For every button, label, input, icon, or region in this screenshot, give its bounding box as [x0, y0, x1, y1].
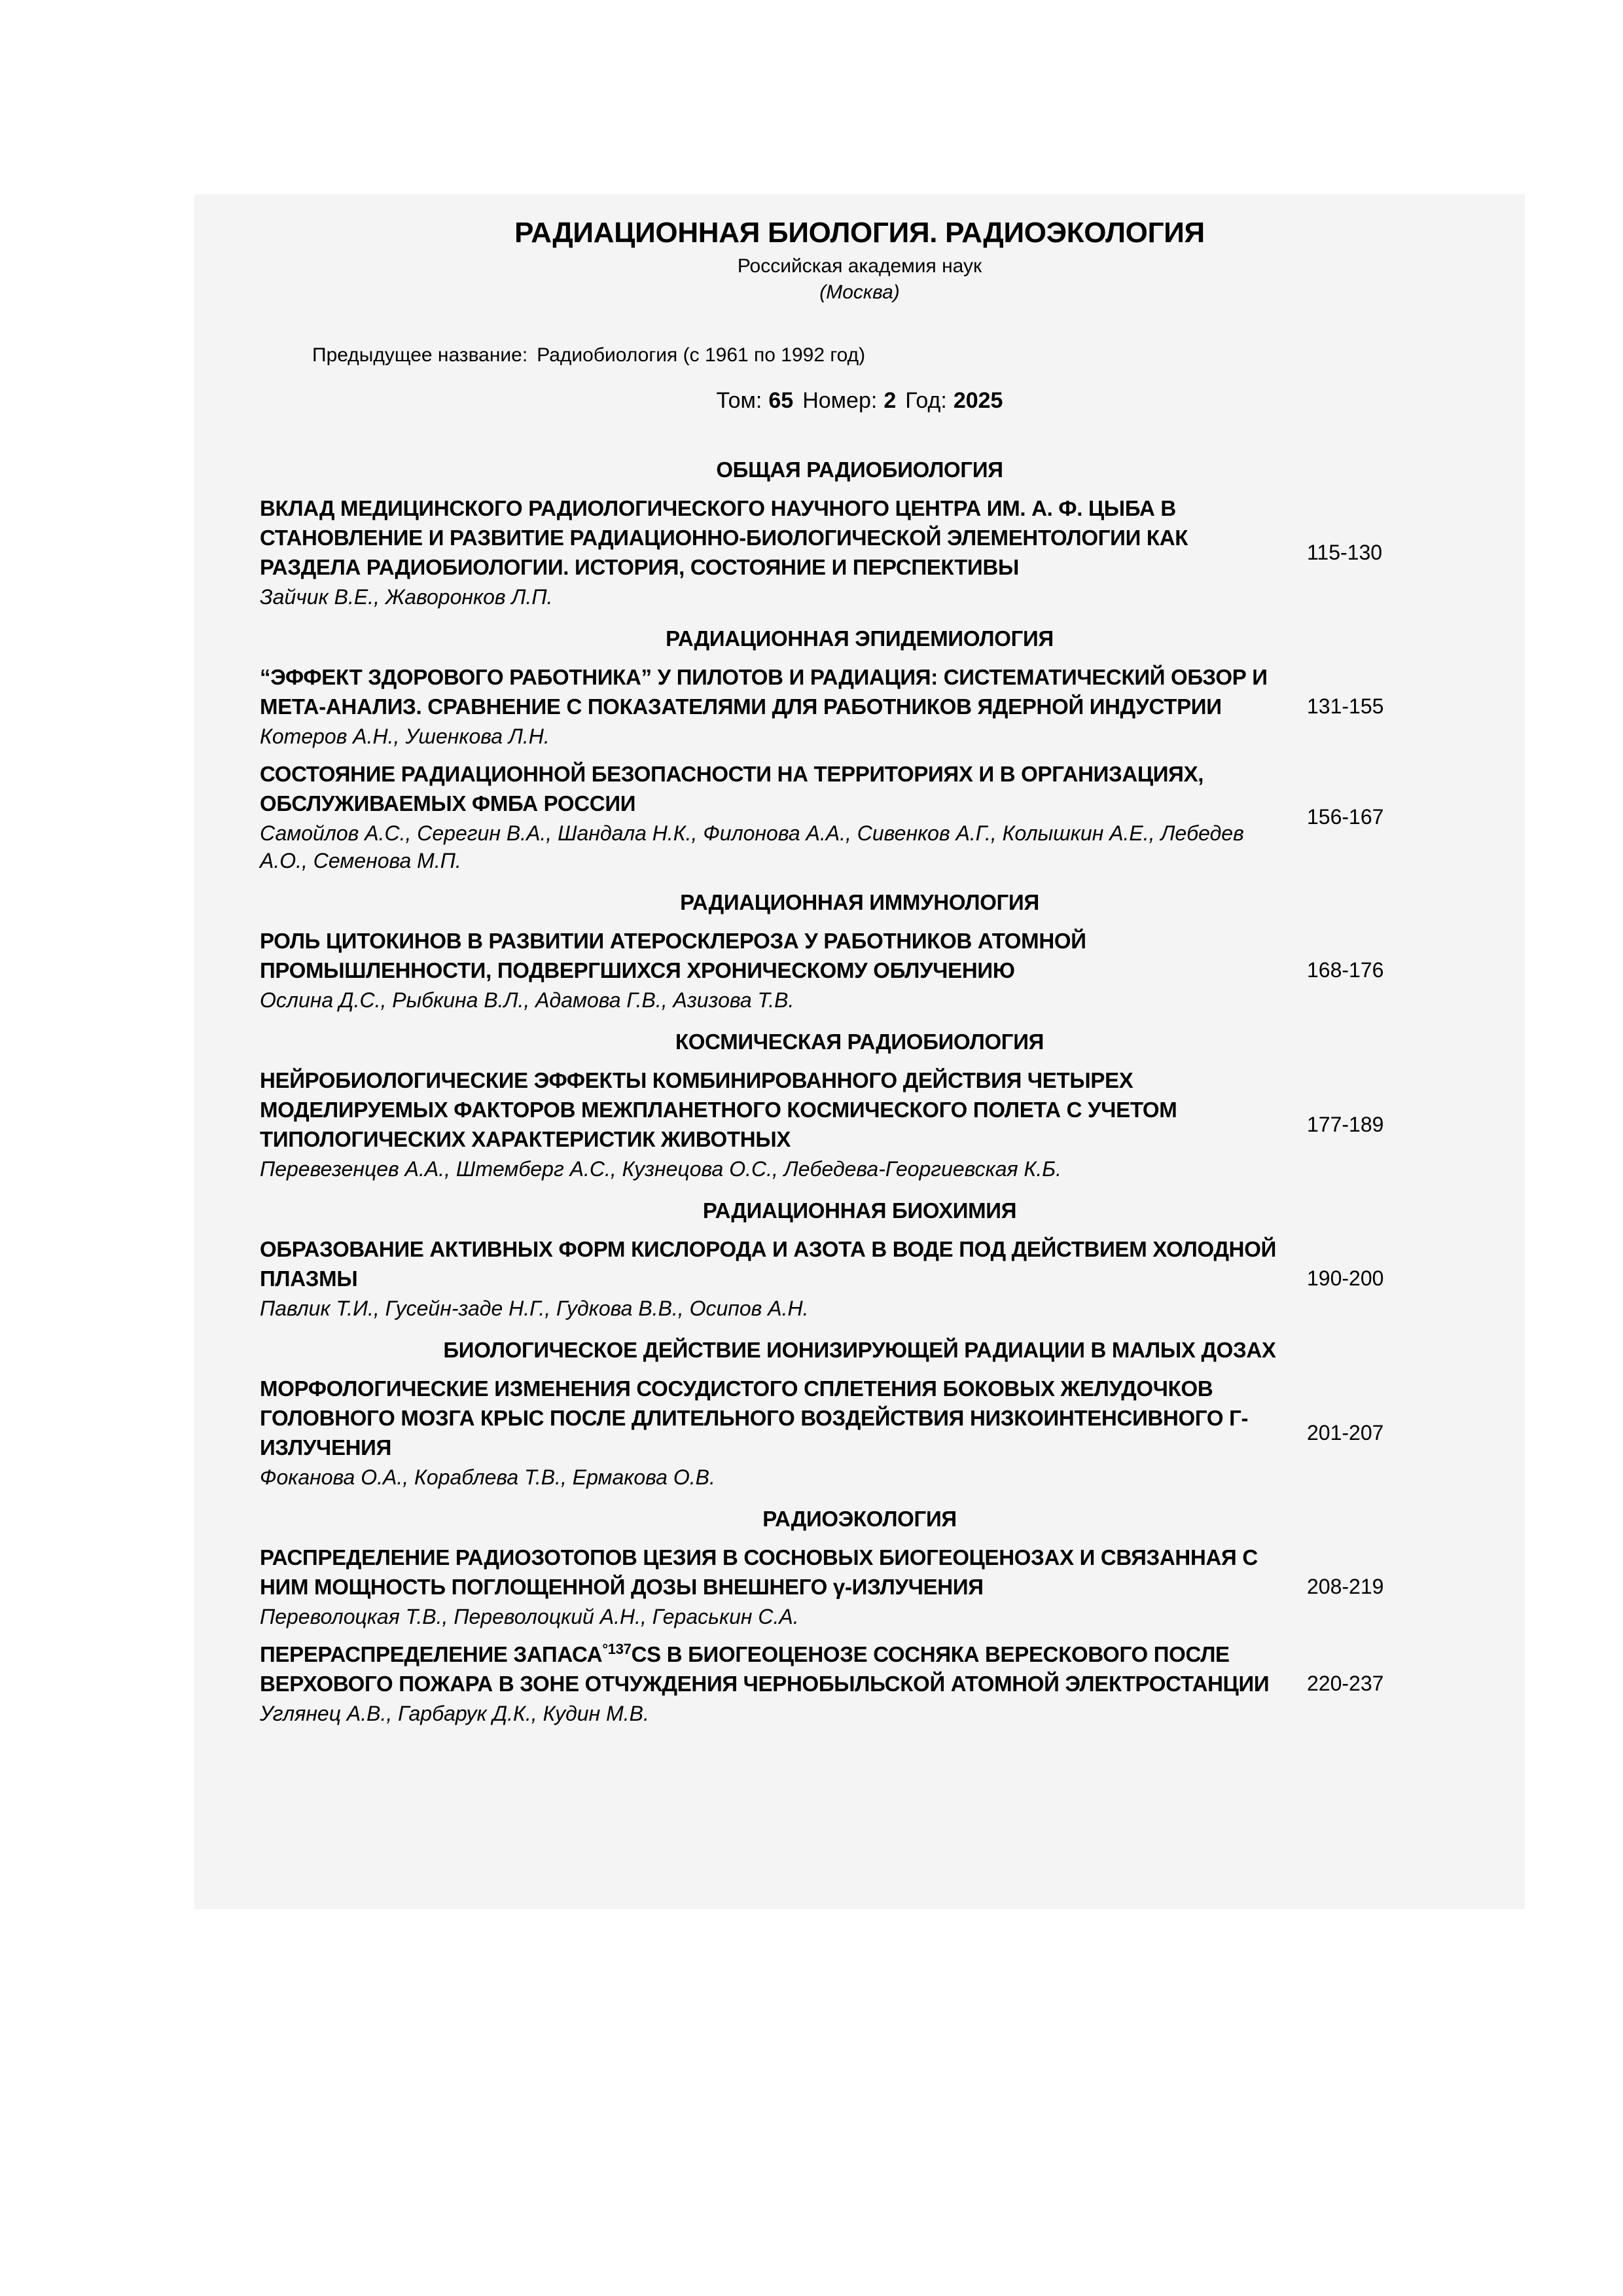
year-label: Год: — [905, 388, 947, 413]
article-pages: 208-219 — [1307, 1575, 1384, 1598]
article-authors: Павлик Т.И., Гусейн-заде Н.Г., Гудкова В.В., Осипов А.Н. — [260, 1297, 809, 1320]
section-heading: КОСМИЧЕСКАЯ РАДИОБИОЛОГИЯ — [675, 1030, 1044, 1054]
section-heading: РАДИАЦИОННАЯ БИОХИМИЯ — [702, 1198, 1017, 1223]
journal-city: (Москва) — [819, 281, 900, 303]
toc-entry — [260, 1234, 1459, 1322]
article-authors: Перевезенцев А.А., Штемберг А.С., Кузнецова О.С., Лебедева-Георгиевская К.Б. — [260, 1157, 1061, 1181]
article-title-suffix: CS В БИОГЕОЦЕНОЗЕ СОСНЯКА ВЕРЕСКОВОГО ПОСЛЕ ВЕРХОВОГО ПОЖАРА В ЗОНЕ ОТЧУЖДЕНИЯ ЧЕРНОБЫЛЬСКОЙ АТОМНОЙ ЭЛЕКТРОСТАНЦИИ — [260, 1642, 1270, 1696]
article-pages: 115-130 — [1307, 540, 1383, 564]
toc-entry-main — [260, 662, 1307, 750]
article-pages: 168-176 — [1307, 958, 1384, 982]
article-pages: 131-155 — [1307, 694, 1384, 718]
toc-entry — [260, 926, 1459, 1014]
toc-entry — [260, 1543, 1459, 1630]
article-pages: 190-200 — [1307, 1266, 1384, 1290]
volume-value: 65 — [768, 388, 794, 413]
year-value: 2025 — [953, 388, 1003, 413]
toc-entry — [260, 1374, 1459, 1491]
article-authors: Зайчик В.Е., Жаворонков Л.П. — [260, 585, 553, 609]
article-authors: Ослина Д.С., Рыбкина В.Л., Адамова Г.В., Азизова Т.В. — [260, 988, 794, 1012]
article-title: “ЭФФЕКТ ЗДОРОВОГО РАБОТНИКА” У ПИЛОТОВ И РАДИАЦИЯ: СИСТЕМАТИЧЕСКИЙ ОБЗОР И МЕТА-АНАЛИЗ. СРАВНЕНИЕ С ПОКАЗАТЕЛЯМИ ДЛЯ РАБОТНИКОВ ЯДЕРНОЙ ИНДУСТРИИ — [260, 665, 1268, 719]
toc-entry-main — [260, 1543, 1307, 1630]
toc-entry-main — [260, 1066, 1307, 1183]
article-title: ОБРАЗОВАНИЕ АКТИВНЫХ ФОРМ КИСЛОРОДА И АЗОТА В ВОДЕ ПОД ДЕЙСТВИЕМ ХОЛОДНОЙ ПЛАЗМЫ — [260, 1237, 1276, 1291]
toc-entry-main — [260, 759, 1307, 874]
article-pages: 220-237 — [1307, 1672, 1384, 1695]
toc-entry-main — [260, 1640, 1307, 1727]
article-title: РАСПРЕДЕЛЕНИЕ РАДИОЗОТОПОВ ЦЕЗИЯ В СОСНОВЫХ БИОГЕОЦЕНОЗАХ И СВЯЗАННАЯ С НИМ МОЩНОСТЬ ПОГЛОЩЕННОЙ ДОЗЫ ВНЕШНЕГО γ-ИЗЛУЧЕНИЯ — [260, 1545, 1258, 1599]
toc-entry-main — [260, 926, 1307, 1014]
article-title-prefix: ПЕРЕРАСПРЕДЕЛЕНИЕ ЗАПАСА — [260, 1642, 603, 1666]
toc-entry — [260, 759, 1459, 874]
toc-entry-main — [260, 1234, 1307, 1322]
article-pages: 201-207 — [1307, 1420, 1384, 1444]
article-title: МОРФОЛОГИЧЕСКИЕ ИЗМЕНЕНИЯ СОСУДИСТОГО СПЛЕТЕНИЯ БОКОВЫХ ЖЕЛУДОЧКОВ ГОЛОВНОГО МОЗГА КРЫС ПОСЛЕ ДЛИТЕЛЬНОГО ВОЗДЕЙСТВИЯ НИЗКОИНТЕНСИВНОГО Г-ИЗЛУЧЕНИЯ — [260, 1376, 1249, 1460]
toc-entry — [260, 1640, 1459, 1727]
toc-entry-main — [260, 1374, 1307, 1491]
article-title: СОСТОЯНИЕ РАДИАЦИОННОЙ БЕЗОПАСНОСТИ НА ТЕРРИТОРИЯХ И В ОРГАНИЗАЦИЯХ, ОБСЛУЖИВАЕМЫХ ФМБА РОССИИ — [260, 762, 1204, 816]
section-heading: РАДИАЦИОННАЯ ИММУНОЛОГИЯ — [680, 890, 1039, 914]
article-authors: Самойлов А.С., Серегин В.А., Шандала Н.К., Филонова А.А., Сивенков А.Г., Колышкин А.Е., Лебедев А.О., Семенова М.П. — [260, 821, 1244, 872]
article-authors: Углянец А.В., Гарбарук Д.К., Кудин М.В. — [260, 1702, 649, 1725]
article-pages: 177-189 — [1307, 1112, 1384, 1136]
table-of-contents — [260, 455, 1459, 1727]
toc-entry — [260, 1066, 1459, 1183]
section-heading: ОБЩАЯ РАДИОБИОЛОГИЯ — [716, 457, 1003, 482]
section-heading: РАДИАЦИОННАЯ ЭПИДЕМИОЛОГИЯ — [666, 626, 1054, 651]
toc-entry — [260, 493, 1459, 611]
journal-title: РАДИАЦИОННАЯ БИОЛОГИЯ. РАДИОЭКОЛОГИЯ — [514, 217, 1205, 249]
article-authors: Фоканова О.А., Кораблева Т.В., Ермакова О.В. — [260, 1465, 715, 1489]
section-heading: БИОЛОГИЧЕСКОЕ ДЕЙСТВИЕ ИОНИЗИРУЮЩЕЙ РАДИАЦИИ В МАЛЫХ ДОЗАХ — [443, 1338, 1276, 1362]
journal-organization: Российская академия наук — [737, 255, 982, 277]
article-title: РОЛЬ ЦИТОКИНОВ В РАЗВИТИИ АТЕРОСКЛЕРОЗА У РАБОТНИКОВ АТОМНОЙ ПРОМЫШЛЕННОСТИ, ПОДВЕРГШИХСЯ ХРОНИЧЕСКОМУ ОБЛУЧЕНИЮ — [260, 929, 1086, 982]
previous-name-value: Радиобиология (с 1961 по 1992 год) — [537, 344, 866, 366]
article-title — [260, 1640, 1281, 1698]
previous-name-line — [312, 342, 1459, 368]
toc-entry-main — [260, 493, 1307, 611]
volume-label: Том: — [716, 388, 762, 413]
article-authors: Котеров А.Н., Ушенкова Л.Н. — [260, 725, 550, 748]
toc-entry — [260, 662, 1459, 750]
section-heading: РАДИОЭКОЛОГИЯ — [762, 1507, 957, 1531]
issue-value: 2 — [883, 388, 897, 413]
content-panel — [194, 194, 1525, 1909]
volume-issue-year-line — [260, 386, 1459, 416]
issue-label: Номер: — [802, 388, 878, 413]
article-title: ВКЛАД МЕДИЦИНСКОГО РАДИОЛОГИЧЕСКОГО НАУЧНОГО ЦЕНТРА ИМ. А. Ф. ЦЫБА В СТАНОВЛЕНИЕ И РАЗВИТИЕ РАДИАЦИОННО-БИОЛОГИЧЕСКОЙ ЭЛЕМЕНТОЛОГИИ КАК РАЗДЕЛА РАДИОБИОЛОГИИ. ИСТОРИЯ, СОСТОЯНИЕ И ПЕРСПЕКТИВЫ — [260, 496, 1188, 579]
article-title-superscript: °137 — [602, 1641, 632, 1657]
previous-name-label: Предыдущее название: — [312, 344, 528, 366]
article-authors: Переволоцкая Т.В., Переволоцкий А.Н., Гераськин С.А. — [260, 1605, 799, 1628]
article-title: НЕЙРОБИОЛОГИЧЕСКИЕ ЭФФЕКТЫ КОМБИНИРОВАННОГО ДЕЙСТВИЯ ЧЕТЫРЕХ МОДЕЛИРУЕМЫХ ФАКТОРОВ МЕЖПЛАНЕТНОГО КОСМИЧЕСКОГО ПОЛЕТА С УЧЕТОМ ТИПОЛОГИЧЕСКИХ ХАРАКТЕРИСТИК ЖИВОТНЫХ — [260, 1068, 1177, 1151]
article-pages: 156-167 — [1307, 805, 1384, 829]
